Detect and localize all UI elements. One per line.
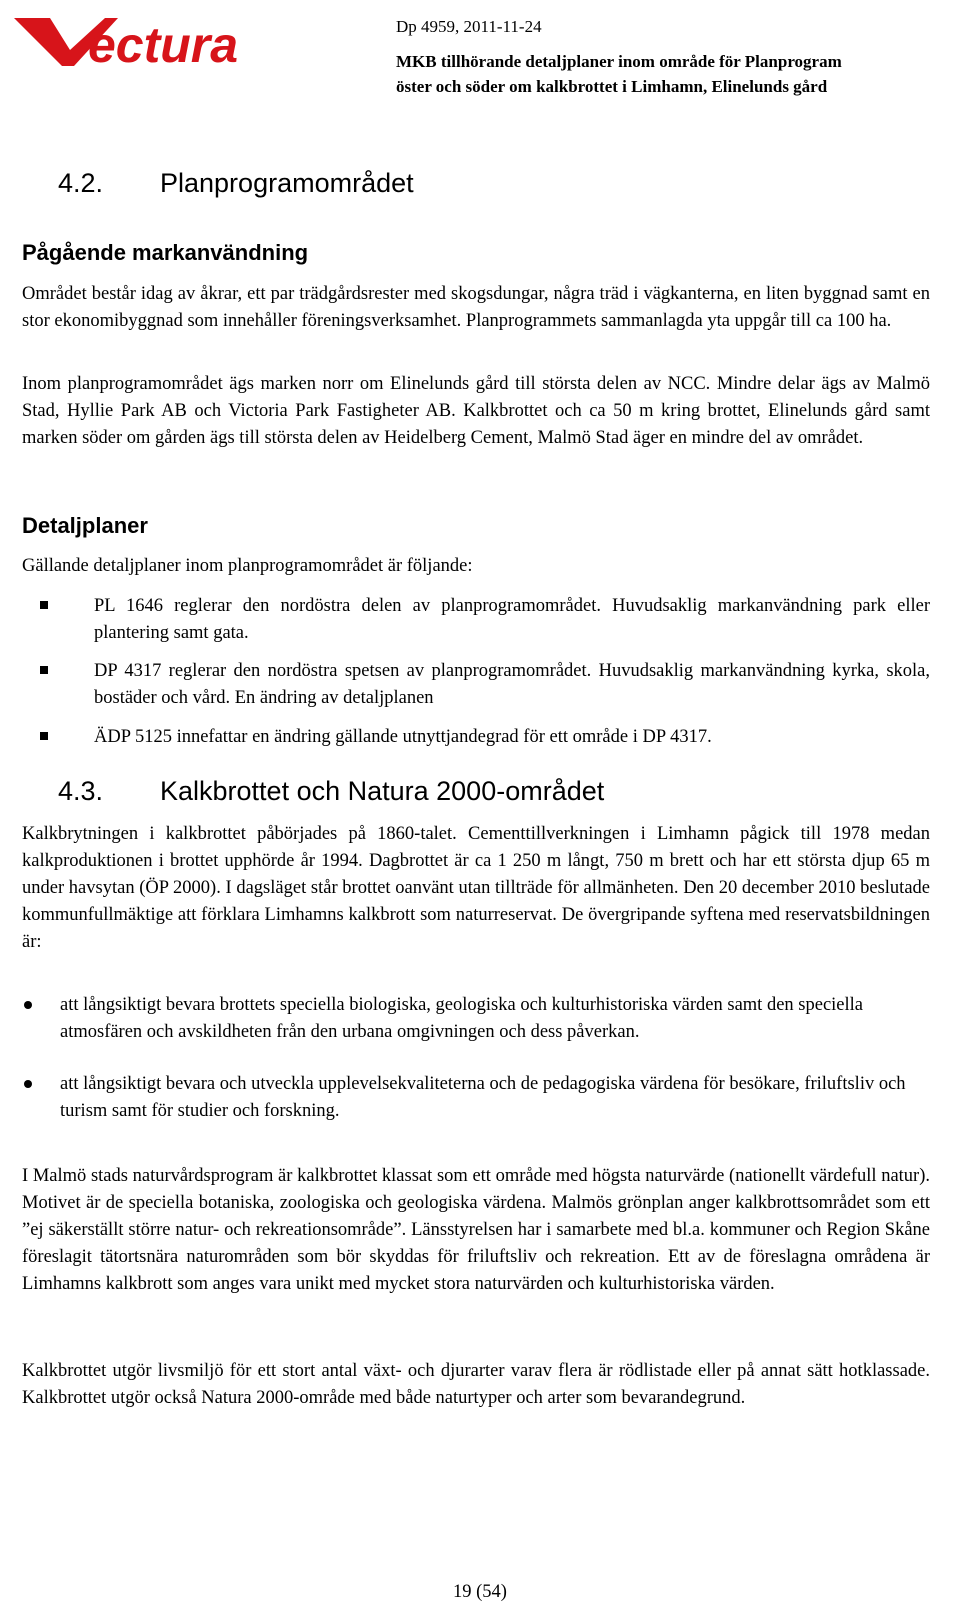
paragraph-quarry-3: Kalkbrottet utgör livsmiljö för ett stort antal växt- och djurarter varav flera är rödlistade eller på annat sätt hotklassade. Kalkbrottet utgör också Natura 2000-område med både naturtyper och arter som bevarandegrund. — [22, 1361, 930, 1408]
paragraph-land-use-1: Området består idag av åkrar, ett par trädgårdsrester med skogsdungar, några träd i vägkanterna, en liten byggnad samt en stor ekonomibyggnad som innehåller föreningsverksamhet. Planprogrammets sammanlagda yta uppgår till ca 100 ha. — [22, 284, 930, 331]
document-title-line-2: öster och söder om kalkbrottet i Limhamn, Elinelunds gård — [396, 77, 828, 96]
page-number: 19 (54) — [453, 1582, 507, 1602]
paragraph-quarry-1: Kalkbrytningen i kalkbrottet påbörjades på 1860-talet. Cementtillverkningen i Limhamn pågick till 1978 medan kalkproduktionen i brottet upphörde år 1994. Dagbrottet är ca 1 250 m långt, 750 m brett och har ett största djup 65 m under havsytan (ÖP 2000). I dagsläget står brottet oanvänt utan tillträde för allmänheten. Den 20 december 2010 beslutade kommunfullmäktige att förklara Limhamns kalkbrott som naturreservat. De övergripande syftena med reservatsbildningen är: — [22, 824, 930, 952]
vectura-logo — [10, 12, 268, 68]
paragraph-plans-intro: Gällande detaljplaner inom planprogramområdet är följande: — [22, 556, 473, 576]
section-title: Planprogramområdet — [160, 168, 414, 198]
square-bullet-icon — [40, 732, 48, 740]
subheading-detailed-plans: Detaljplaner — [22, 513, 148, 538]
list-item-text: att långsiktigt bevara och utveckla upplevelsekvaliteterna och de pedagogiska värdena för besökare, friluftsliv och turism samt för studier och forskning. — [60, 1074, 906, 1121]
section-number: 4.2. — [58, 168, 104, 198]
document-title-line-1: MKB tillhörande detaljplaner inom område för Planprogram — [396, 52, 842, 71]
square-bullet-icon — [40, 666, 48, 674]
list-item-text: ÄDP 5125 innefattar en ändring gällande utnyttjandegrad för ett område i DP 4317. — [94, 727, 712, 747]
round-bullet-icon — [24, 1080, 32, 1088]
section-heading-4-3 — [58, 776, 604, 807]
paragraph-land-use-2: Inom planprogramområdet ägs marken norr om Elinelunds gård till största delen av NCC. Mindre delar ägs av Malmö Stad, Hyllie Park AB och Victoria Park Fastigheter AB. Kalkbrottet och ca 50 m kring brottet, Elinelunds gård samt marken söder om gården ägs till största delen av Heidelberg Cement, Malmö Stad äger en mindre del av området. — [22, 374, 930, 448]
section-heading-4-2 — [58, 168, 414, 199]
subheading-land-use: Pågående markanvändning — [22, 240, 309, 265]
square-bullet-icon — [40, 601, 48, 609]
svg-text:ectura: ectura — [88, 17, 239, 68]
round-bullet-icon — [24, 1001, 32, 1009]
list-item-text: PL 1646 reglerar den nordöstra delen av planprogramområdet. Huvudsaklig markanvändning park eller plantering samt gata. — [94, 596, 930, 643]
list-item-text: DP 4317 reglerar den nordöstra spetsen av planprogramområdet. Huvudsaklig markanvändning kyrka, skola, bostäder och vård. En ändring av detaljplanen — [94, 661, 930, 708]
list-item-text: att långsiktigt bevara brottets speciella biologiska, geologiska och kulturhistoriska värden samt den speciella atmosfären och avskildheten från den urbana omgivningen och dess påverkan. — [60, 995, 863, 1042]
section-title: Kalkbrottet och Natura 2000-området — [160, 776, 605, 806]
paragraph-quarry-2: I Malmö stads naturvårdsprogram är kalkbrottet klassat som ett område med högsta naturvärde (nationellt värdefull natur). Motivet är de speciella botaniska, zoologiska och geologiska värdena. Malmös grönplan anger kalkbrottsområdet som ett ”ej säkerställt större natur- och rekreationsområde”. Länsstyrelsen har i samarbete med bl.a. kommuner och Region Skåne föreslagit tätortsnära naturområden som bör skyddas för friluftsliv och rekreation. Ett av de föreslagna områdena är Limhamns kalkbrott som anges vara unikt med mycket stora naturvärden och kulturhistoriska värden. — [22, 1166, 930, 1294]
section-number: 4.3. — [58, 776, 104, 806]
document-reference: Dp 4959, 2011-11-24 — [396, 17, 542, 36]
